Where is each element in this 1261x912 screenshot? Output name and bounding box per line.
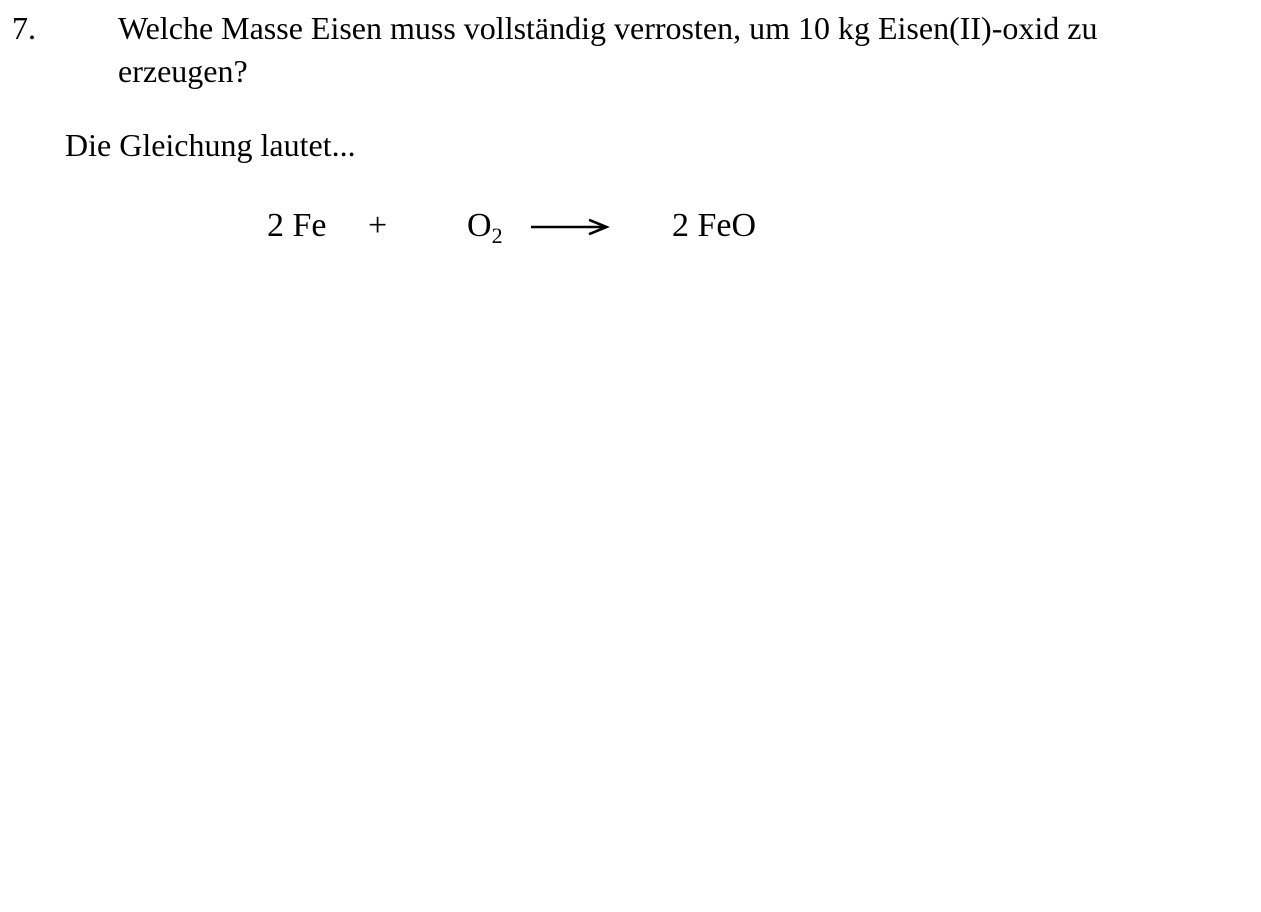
question-text: [118, 7, 1218, 93]
equation-intro: Die Gleichung lautet...: [65, 127, 356, 163]
product-feo-term: 2 FeO: [672, 207, 757, 244]
reactant-oxygen-term: [467, 206, 503, 246]
oxygen-element-symbol: O: [467, 207, 492, 244]
reaction-arrow-icon: [530, 218, 610, 236]
oxygen-subscript: 2: [491, 223, 503, 248]
reactant-iron-term: 2 Fe: [267, 207, 327, 244]
problem-number: 7.: [12, 10, 36, 46]
question-line-2: erzeugen?: [118, 53, 248, 89]
plus-operator: +: [368, 207, 388, 244]
question-line-1: Welche Masse Eisen muss vollständig verrosten, um 10 kg Eisen(II)-oxid zu: [118, 10, 1098, 46]
